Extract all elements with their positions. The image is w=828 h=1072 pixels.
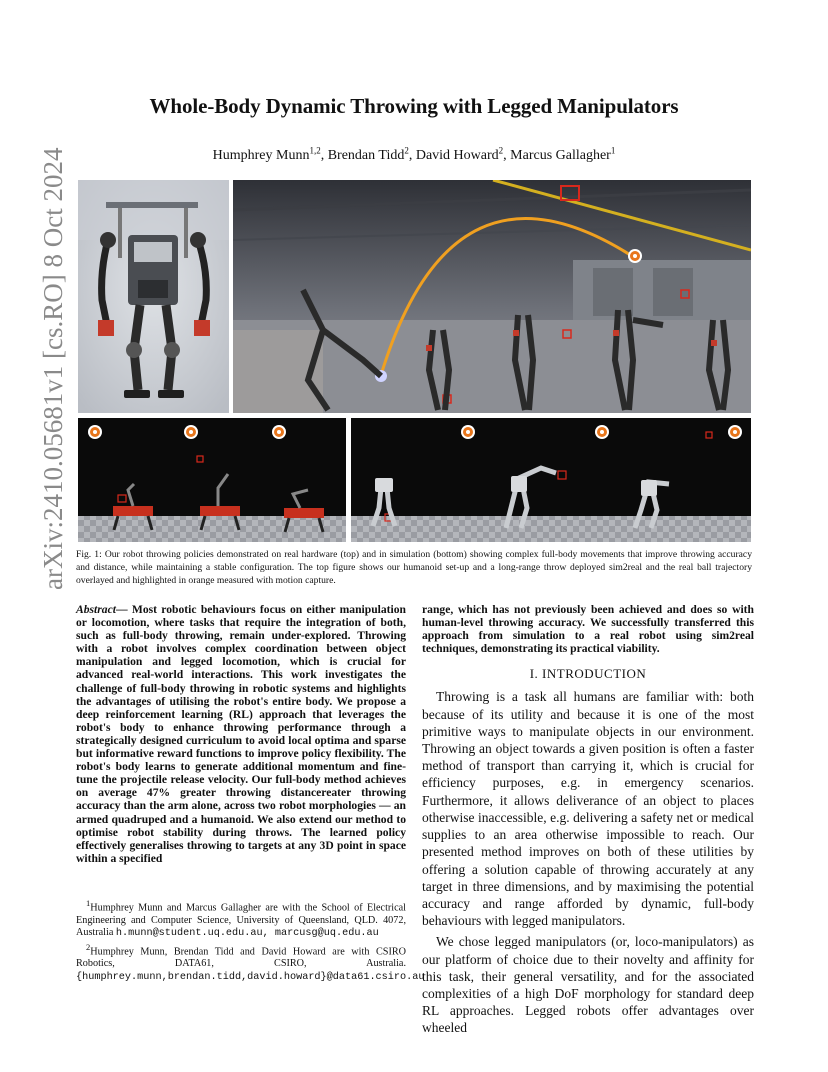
figure-humanoid-photo bbox=[78, 180, 229, 413]
intro-paragraph-1: Throwing is a task all humans are familiar with: both because of its utility and because it is one of the most primitive ways to manipulate objects in our environment. Throwing an object towards a given position is often a faster method of transport than carrying it, which is crucial for efficiency purposes, e.g. in emergency scenarios. Furthermore, it allows deliverance of an object to places otherwise inaccessible, e.g. delivering a safety net or medical supplies to an area otherwise impossible to reach. Our presented method improves on both of these utilities by offering a solution capable of throwing accurately at any target in three dimensions, and by maximising the potential accuracy and range afforded by dynamic, full-body behaviours with legged manipulators. bbox=[422, 689, 754, 929]
arxiv-identifier-text: arXiv:2410.05681v1 [cs.RO] 8 Oct 2024 bbox=[38, 147, 68, 590]
footnote-1: $^1$Humphrey Munn and Marcus Gallagher are with the School of Electrical Engineering and Computer Science, University of Queensland, QLD. 4072, Australia h.munn@student.uq.edu.au, marcusg@uq.edu.au bbox=[76, 898, 406, 940]
author-2: Brendan Tidd$^2$, bbox=[327, 145, 416, 163]
abstract: Abstract— Most robotic behaviours focus on either manipulation or locomotion, where tasks that require the integration of both, such as full-body throwing, remain under-explored. Throwing with a robot involves complex coordination between object manipulation and legged locomotion, which is crucial for advanced real-world interactions. This work investigates the challenge of full-body throwing in robotic systems and highlights the advantages of utilising the robot's entire body. We propose a deep reinforcement learning (RL) approach that leverages the robot's body to enhance throwing performance through a strategically designed curriculum to avoid local optima and sparse but informative reward functions to improve policy flexibility. The robot's body learns to generate additional momentum and fine-tune the projectile release velocity. Our full-body method achieves on average 47% greater throwing distancereater throwing accuracy than the arm alone, across two robot morphologies — an armed quadruped and a humanoid. We also extend our method to optimise robot stability during throws. The learned policy effectively generalises throwing to targets at any 3D point in space within a specified bbox=[76, 603, 406, 865]
author-list bbox=[0, 145, 828, 164]
intro-paragraph-2: We chose legged manipulators (or, loco-manipulators) as our platform of choice due to their novelty and affinity for this task, their general versatility, and for the associated complexities of a high DoF morphology for standard deep RL approaches. Legged robots offer advantages over wheeled bbox=[422, 934, 754, 1036]
footnotes bbox=[76, 897, 425, 984]
author-3: David Howard$^2$, bbox=[415, 145, 511, 163]
figure-sim-quadruped bbox=[78, 418, 346, 542]
author-4: Marcus Gallagher$^1$ bbox=[510, 145, 616, 163]
abstract-continued: range, which has not previously been achieved and does so with human-level throwing accuracy. We successfully transferred this approach from simulation to a real robot using sim2real techniques, demonstrating its practical viability. bbox=[422, 603, 754, 656]
paper-title: Whole-Body Dynamic Throwing with Legged Manipulators bbox=[149, 94, 679, 118]
figure-caption: Fig. 1: Our robot throwing policies demonstrated on real hardware (top) and in simulation (bottom) showing complex full-body movements that improve throwing accuracy and distance, while maintaining a stable configuration. The top figure shows our humanoid set-up and a long-range throw deployed sim2real and the real ball trajectory overlayed and highlighted in orange measured with motion capture. bbox=[76, 549, 752, 586]
footnote-1-emails[interactable]: h.munn@student.uq.edu.au, marcusg@uq.edu.au bbox=[115, 928, 379, 940]
introduction-body bbox=[422, 688, 754, 1036]
abstract-text: Most robotic behaviours focus on either manipulation or locomotion, where tasks that require the integration of both, such as full-body throwing, remain under-explored. Throwing with a robot involves complex coordination between object manipulation and legged locomotion, which is crucial for advanced real-world interactions. This work investigates the challenge of full-body throwing in robotic systems and highlights the advantages of utilising the robot's entire body. We propose a deep reinforcement learning (RL) approach that leverages the robot's body to enhance throwing performance through a strategically designed curriculum to avoid local optima and sparse but informative reward functions to improve policy flexibility. The robot's body learns to generate additional momentum and fine-tune the projectile release velocity. Our full-body method achieves on average 47% greater throwing distancereater throwing accuracy than the arm alone, across two robot morphologies — an armed quadruped and a humanoid. We also extend our method to optimise robot stability during throws. The learned policy effectively generalises throwing to targets at any 3D point in space within a specified bbox=[76, 603, 406, 865]
figure-sim-humanoid bbox=[351, 418, 751, 542]
footnote-2: $^2$Humphrey Munn, Brendan Tidd and David Howard are with CSIRO Robotics, DATA61, CSIRO, Australia. {humphrey.munn,brendan.tidd,david.howard}@data61.csiro.au bbox=[76, 941, 425, 983]
section-heading-introduction: I. INTRODUCTION bbox=[529, 666, 647, 682]
right-column bbox=[422, 603, 754, 1037]
author-1: Humphrey Munn$^{1,2}$, bbox=[212, 145, 328, 163]
abstract-label: Abstract bbox=[76, 603, 116, 616]
footnote-2-emails[interactable]: {humphrey.munn,brendan.tidd,david.howard}@data61.csiro.au bbox=[76, 971, 425, 983]
figure-real-throw-photo bbox=[233, 180, 751, 413]
